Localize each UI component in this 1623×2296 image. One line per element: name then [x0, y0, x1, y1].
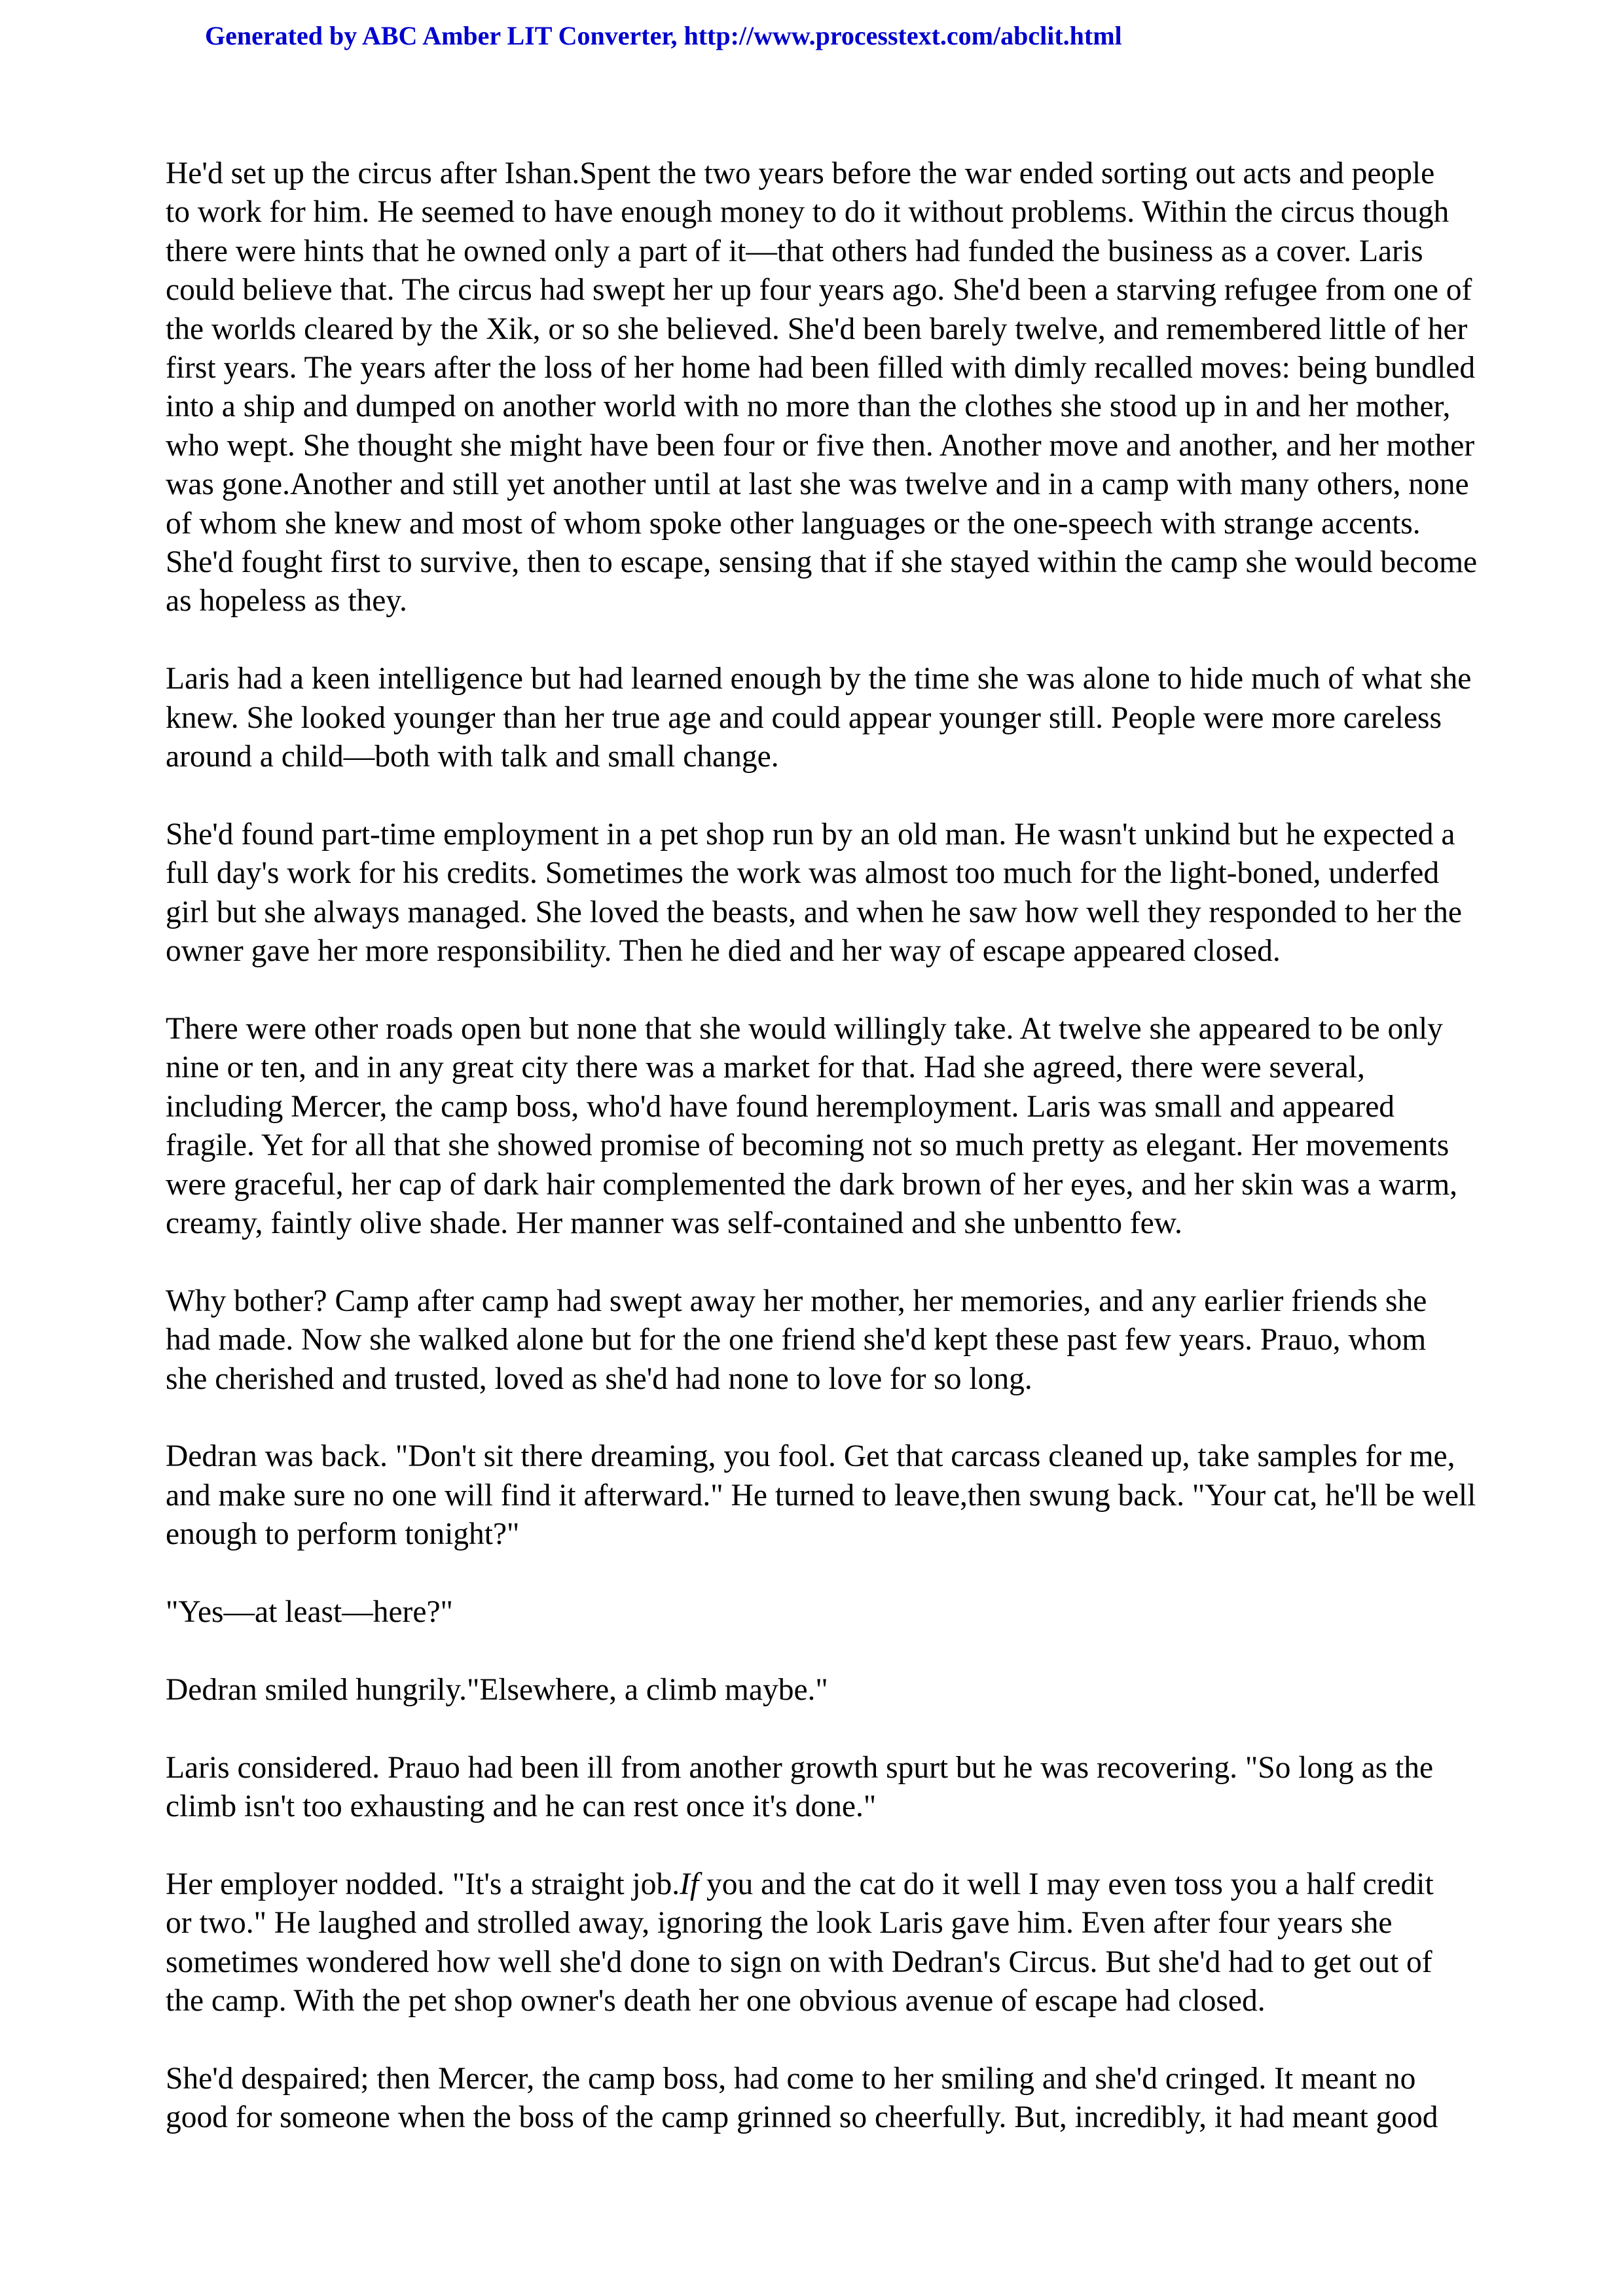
text-run: you and the cat do it well I may even toss you a half credit — [699, 1867, 1434, 1901]
text-line: had made. Now she walked alone but for the one friend she'd kept these past few years. Prauo, whom — [166, 1323, 1427, 1357]
text-line: knew. She looked younger than her true age and could appear younger still. People were more careless — [166, 700, 1442, 735]
text-run: Her employer nodded. "It's a straight job. — [166, 1867, 680, 1901]
text-line: He'd set up the circus after Ishan.Spent the two years before the war ended sorting out acts and people — [166, 156, 1435, 190]
text-line: Dedran was back. "Don't sit there dreaming, you fool. Get that carcass cleaned up, take samples for me, — [166, 1439, 1455, 1474]
paragraph — [166, 1437, 1475, 1554]
paragraph — [166, 816, 1475, 971]
text-line: who wept. She thought she might have been four or five then. Another move and another, and her mother — [166, 428, 1475, 463]
text-line: "Yes—at least—here?" — [166, 1594, 453, 1629]
text-line: fragile. Yet for all that she showed promise of becoming not so much pretty as elegant. Her movements — [166, 1128, 1450, 1163]
text-line: Laris had a keen intelligence but had learned enough by the time she was alone to hide much of what she — [166, 662, 1472, 696]
text-line: were graceful, her cap of dark hair complemented the dark brown of her eyes, and her skin was a warm, — [166, 1167, 1458, 1202]
text-line: enough to perform tonight?" — [166, 1517, 520, 1552]
text-line: She'd found part-time employment in a pet shop run by an old man. He wasn't unkind but he expected a — [166, 817, 1455, 852]
text-line: Laris considered. Prauo had been ill from another growth spurt but he was recovering. "So long as the — [166, 1750, 1434, 1785]
text-line: including Mercer, the camp boss, who'd have found heremployment. Laris was small and appeared — [166, 1089, 1395, 1124]
text-line: was gone.Another and still yet another until at last she was twelve and in a camp with many others, none — [166, 467, 1469, 502]
text-line: to work for him. He seemed to have enough money to do it without problems. Within the circus though — [166, 195, 1450, 230]
text-line — [166, 1865, 1475, 1904]
text-line: there were hints that he owned only a part of it—that others had funded the business as a cover. Laris — [166, 234, 1423, 268]
text-line: creamy, faintly olive shade. Her manner was self-contained and she unbentto few. — [166, 1206, 1182, 1240]
text-line: the camp. With the pet shop owner's death her one obvious avenue of escape had closed. — [166, 1983, 1266, 2018]
italic-text: If — [680, 1867, 699, 1901]
paragraph — [166, 1010, 1475, 1243]
document-body — [166, 154, 1478, 2176]
text-line: of whom she knew and most of whom spoke other languages or the one-speech with strange accents. — [166, 506, 1421, 541]
text-line: Dedran smiled hungrily."Elsewhere, a climb maybe." — [166, 1672, 828, 1707]
text-line: the worlds cleared by the Xik, or so she believed. She'd been barely twelve, and remembered little of her — [166, 312, 1468, 346]
paragraph — [166, 2060, 1475, 2138]
text-line: girl but she always managed. She loved the beasts, and when he saw how well they responded to her the — [166, 895, 1462, 929]
text-line: Why bother? Camp after camp had swept away her mother, her memories, and any earlier friends she — [166, 1283, 1427, 1318]
paragraph — [166, 1749, 1475, 1827]
text-line: owner gave her more responsibility. Then he died and her way of escape appeared closed. — [166, 934, 1281, 969]
text-line: There were other roads open but none that she would willingly take. At twelve she appeared to be only — [166, 1011, 1443, 1046]
paragraph — [166, 660, 1475, 776]
text-line: She'd fought first to survive, then to escape, sensing that if she stayed within the camp she would become — [166, 545, 1478, 580]
text-line: She'd despaired; then Mercer, the camp boss, had come to her smiling and she'd cringed. It meant no — [166, 2061, 1416, 2096]
text-line: first years. The years after the loss of her home had been filled with dimly recalled moves: being bundled — [166, 351, 1476, 386]
paragraph — [166, 1282, 1475, 1399]
paragraph — [166, 1865, 1475, 2021]
text-line: into a ship and dumped on another world with no more than the clothes she stood up in and her mother, — [166, 389, 1451, 424]
text-line: and make sure no one will find it afterward." He turned to leave,then swung back. "Your cat, he'll be well — [166, 1478, 1476, 1513]
text-line: around a child—both with talk and small change. — [166, 740, 779, 774]
text-line: could believe that. The circus had swept her up four years ago. She'd been a starving refugee from one of — [166, 273, 1472, 308]
paragraph — [166, 1593, 1475, 1632]
text-line: sometimes wondered how well she'd done to sign on with Dedran's Circus. But she'd had to get out of — [166, 1945, 1432, 1979]
paragraph — [166, 154, 1478, 621]
text-line: she cherished and trusted, loved as she'd had none to love for so long. — [166, 1361, 1032, 1396]
text-line: as hopeless as they. — [166, 584, 407, 619]
text-line: climb isn't too exhausting and he can rest once it's done." — [166, 1789, 877, 1823]
paragraph — [166, 1671, 1475, 1710]
text-line: or two." He laughed and strolled away, ignoring the look Laris gave him. Even after four years she — [166, 1906, 1393, 1941]
text-line: nine or ten, and in any great city there was a market for that. Had she agreed, there were several, — [166, 1050, 1365, 1085]
text-line: full day's work for his credits. Sometimes the work was almost too much for the light-boned, underfed — [166, 856, 1440, 891]
text-line: good for someone when the boss of the camp grinned so cheerfully. But, incredibly, it had meant good — [166, 2100, 1438, 2135]
converter-header: Generated by ABC Amber LIT Converter, http://www.processtext.com/abclit.html — [205, 21, 1122, 50]
